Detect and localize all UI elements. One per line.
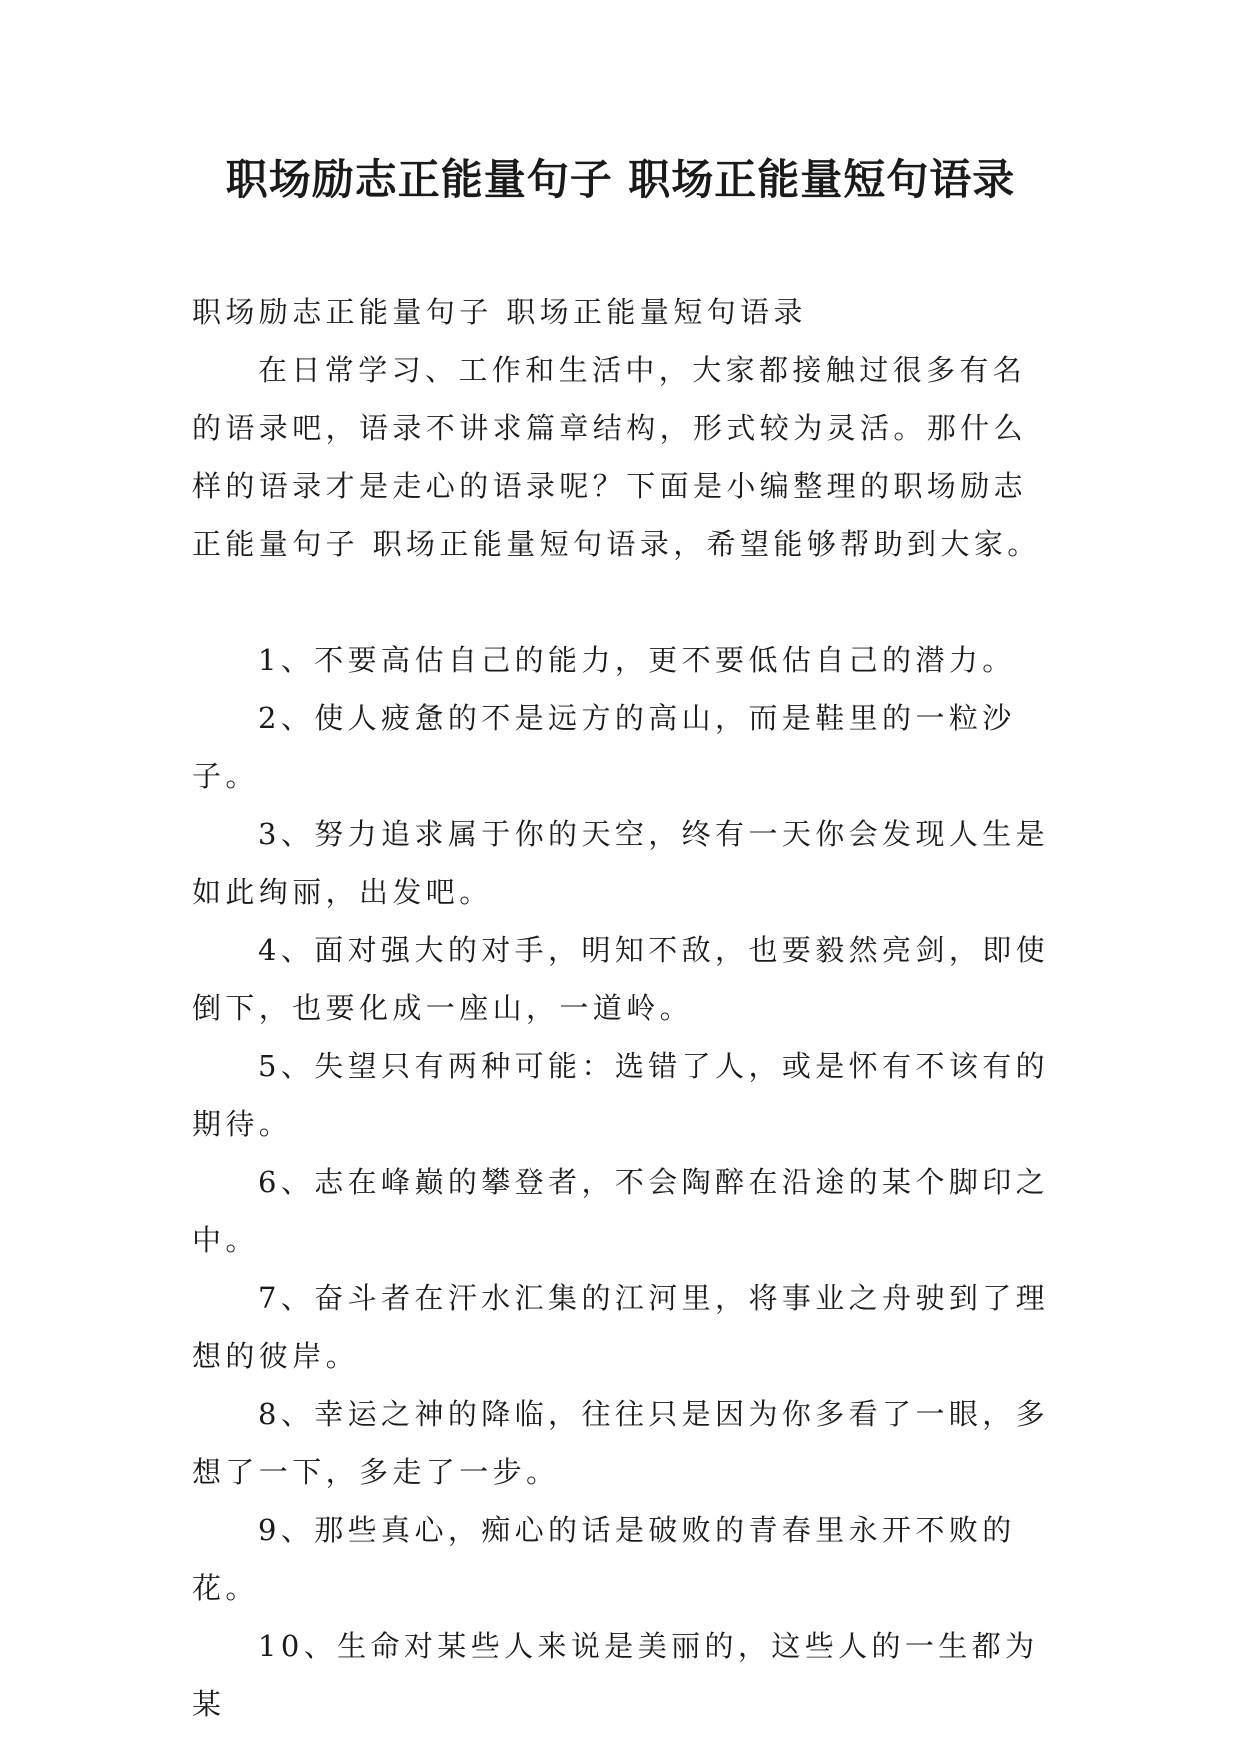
page-title: 职场励志正能量句子 职场正能量短句语录 (225, 155, 1016, 204)
quote-item: 8、幸运之神的降临，往往只是因为你多看了一眼，多想了一下，多走了一步。 (192, 1397, 1050, 1489)
quote-item: 5、失望只有两种可能：选错了人，或是怀有不该有的期待。 (192, 1049, 1050, 1141)
document-subtitle: 职场励志正能量句子 职场正能量短句语录 (192, 295, 807, 329)
intro-paragraph: 在日常学习、工作和生活中，大家都接触过很多有名的语录吧，语录不讲求篇章结构，形式较为灵活。那什么样的语录才是走心的语录呢？下面是小编整理的职场励志正能量句子 职场正能量短句语录，希望能够帮助到大家。 (192, 353, 1041, 561)
quote-item: 9、那些真心，痴心的话是破败的青春里永开不败的花。 (192, 1513, 1016, 1605)
document-body (192, 283, 1052, 1733)
quote-item: 2、使人疲惫的不是远方的高山，而是鞋里的一粒沙子。 (192, 701, 1016, 793)
quote-item: 6、志在峰巅的攀登者，不会陶醉在沿途的某个脚印之中。 (192, 1165, 1050, 1257)
quote-item: 1、不要高估自己的能力，更不要低估自己的潜力。 (258, 643, 1016, 677)
quote-item: 10、生命对某些人来说是美丽的，这些人的一生都为某 (192, 1629, 1039, 1721)
quote-item: 4、面对强大的对手，明知不敌，也要毅然亮剑，即使倒下，也要化成一座山，一道岭。 (192, 933, 1050, 1025)
quote-item: 3、努力追求属于你的天空，终有一天你会发现人生是如此绚丽，出发吧。 (192, 817, 1050, 909)
quote-item: 7、奋斗者在汗水汇集的江河里，将事业之舟驶到了理想的彼岸。 (192, 1281, 1050, 1373)
